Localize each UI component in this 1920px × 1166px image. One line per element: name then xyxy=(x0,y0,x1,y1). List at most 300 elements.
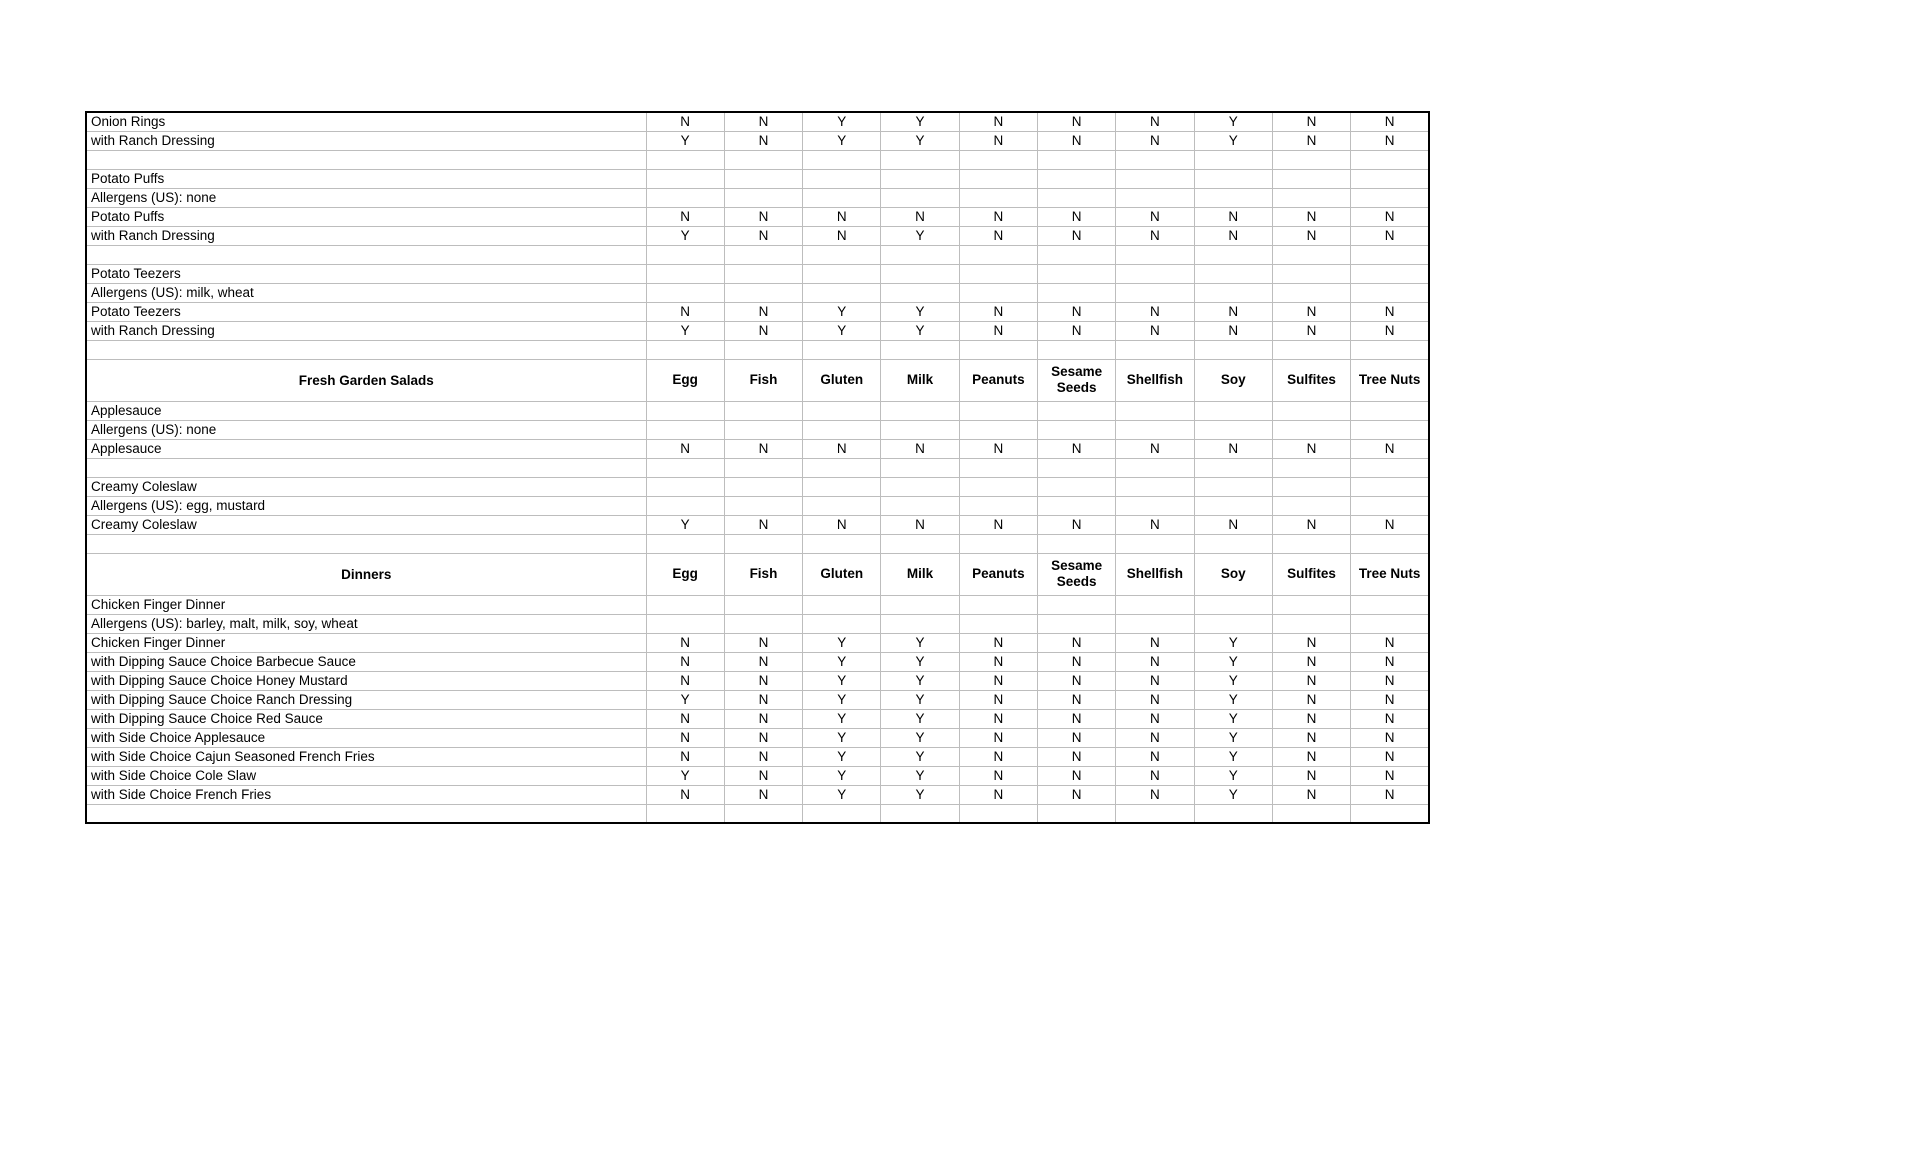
allergen-value-cell: N xyxy=(646,728,724,747)
allergen-value-cell: N xyxy=(646,207,724,226)
allergen-value-cell xyxy=(646,420,724,439)
item-label: Allergens (US): none xyxy=(86,188,646,207)
section-header-row xyxy=(86,359,1429,401)
allergen-value-cell: N xyxy=(1116,671,1194,690)
item-label: with Dipping Sauce Choice Red Sauce xyxy=(86,709,646,728)
allergen-value-cell: N xyxy=(959,671,1037,690)
allergen-value-cell: N xyxy=(1272,728,1350,747)
allergen-value-cell: N xyxy=(724,321,802,340)
item-label: with Dipping Sauce Choice Ranch Dressing xyxy=(86,690,646,709)
allergen-value-cell xyxy=(959,188,1037,207)
allergen-value-cell xyxy=(959,420,1037,439)
column-header: Gluten xyxy=(803,553,881,595)
allergen-value-cell: N xyxy=(1351,747,1429,766)
allergen-value-cell xyxy=(1351,169,1429,188)
allergen-value-cell: N xyxy=(646,671,724,690)
allergen-value-cell: N xyxy=(1116,709,1194,728)
allergen-value-cell: N xyxy=(1194,515,1272,534)
column-header: Tree Nuts xyxy=(1351,359,1429,401)
allergen-value-cell xyxy=(1116,614,1194,633)
allergen-value-cell xyxy=(724,340,802,359)
allergen-value-cell: Y xyxy=(881,112,959,131)
allergen-value-cell xyxy=(1116,458,1194,477)
allergen-value-cell xyxy=(646,150,724,169)
allergen-value-cell: N xyxy=(959,766,1037,785)
allergen-value-cell xyxy=(1351,283,1429,302)
allergen-value-cell xyxy=(959,169,1037,188)
column-header: Fish xyxy=(724,359,802,401)
blank-row xyxy=(86,245,1429,264)
allergen-value-cell xyxy=(724,534,802,553)
allergen-value-cell: N xyxy=(959,112,1037,131)
allergen-value-cell xyxy=(803,496,881,515)
allergen-value-cell: N xyxy=(1037,439,1115,458)
allergen-value-cell xyxy=(724,595,802,614)
allergen-value-cell: N xyxy=(646,709,724,728)
allergen-value-cell xyxy=(1116,169,1194,188)
allergen-value-cell xyxy=(1351,188,1429,207)
allergen-value-cell: N xyxy=(959,515,1037,534)
item-label: Allergens (US): egg, mustard xyxy=(86,496,646,515)
allergen-value-cell xyxy=(803,458,881,477)
allergen-value-cell: N xyxy=(803,207,881,226)
allergen-value-cell: N xyxy=(724,709,802,728)
allergen-value-cell xyxy=(1116,804,1194,823)
table-body xyxy=(86,112,1429,823)
allergen-value-cell xyxy=(959,477,1037,496)
allergen-value-cell: N xyxy=(1037,671,1115,690)
section-title: Dinners xyxy=(86,553,646,595)
item-label: with Side Choice Cajun Seasoned French Fries xyxy=(86,747,646,766)
allergen-value-cell: N xyxy=(959,728,1037,747)
allergen-value-cell xyxy=(646,614,724,633)
allergen-value-cell: N xyxy=(724,302,802,321)
allergen-value-cell xyxy=(1037,477,1115,496)
allergen-value-cell: N xyxy=(1272,207,1350,226)
allergen-value-cell: Y xyxy=(803,747,881,766)
item-label: Creamy Coleslaw xyxy=(86,477,646,496)
allergen-value-cell: Y xyxy=(646,131,724,150)
allergen-value-cell: N xyxy=(1272,633,1350,652)
allergen-value-cell xyxy=(881,169,959,188)
allergen-value-cell: Y xyxy=(1194,728,1272,747)
allergen-value-cell: N xyxy=(724,766,802,785)
allergen-value-cell xyxy=(1351,420,1429,439)
empty-cell xyxy=(86,150,646,169)
allergen-value-cell: Y xyxy=(1194,112,1272,131)
table-row xyxy=(86,747,1429,766)
allergen-value-cell xyxy=(803,340,881,359)
table-row xyxy=(86,766,1429,785)
allergen-value-cell: Y xyxy=(646,226,724,245)
allergen-value-cell xyxy=(646,534,724,553)
allergen-value-cell: N xyxy=(646,747,724,766)
table-row xyxy=(86,671,1429,690)
allergen-value-cell xyxy=(646,401,724,420)
table-row xyxy=(86,131,1429,150)
allergen-value-cell xyxy=(1116,188,1194,207)
column-header: Egg xyxy=(646,553,724,595)
allergen-value-cell xyxy=(1116,264,1194,283)
allergen-value-cell xyxy=(1272,477,1350,496)
allergen-value-cell xyxy=(959,614,1037,633)
allergen-value-cell: Y xyxy=(881,131,959,150)
allergen-value-cell xyxy=(881,496,959,515)
allergen-value-cell xyxy=(1351,614,1429,633)
allergen-value-cell: Y xyxy=(881,747,959,766)
allergen-value-cell xyxy=(959,401,1037,420)
item-label: with Dipping Sauce Choice Honey Mustard xyxy=(86,671,646,690)
allergen-value-cell: Y xyxy=(1194,690,1272,709)
allergen-value-cell: Y xyxy=(881,652,959,671)
allergen-value-cell: N xyxy=(1037,112,1115,131)
item-label: Applesauce xyxy=(86,401,646,420)
allergen-value-cell: N xyxy=(1116,766,1194,785)
allergen-value-cell xyxy=(959,283,1037,302)
allergen-value-cell: N xyxy=(1037,226,1115,245)
item-label: with Ranch Dressing xyxy=(86,321,646,340)
allergen-value-cell: Y xyxy=(803,671,881,690)
allergen-value-cell xyxy=(1116,420,1194,439)
allergen-value-cell xyxy=(1194,496,1272,515)
allergen-value-cell: N xyxy=(1272,302,1350,321)
allergen-value-cell xyxy=(724,496,802,515)
allergen-value-cell: N xyxy=(1116,633,1194,652)
allergen-value-cell: N xyxy=(959,709,1037,728)
allergen-value-cell: Y xyxy=(881,302,959,321)
allergen-value-cell xyxy=(724,401,802,420)
allergen-value-cell: N xyxy=(1272,515,1350,534)
allergen-value-cell: N xyxy=(1116,785,1194,804)
allergen-value-cell: N xyxy=(803,515,881,534)
allergen-value-cell xyxy=(724,169,802,188)
allergen-value-cell xyxy=(1194,614,1272,633)
allergen-value-cell xyxy=(1194,283,1272,302)
allergen-value-cell: N xyxy=(724,439,802,458)
allergen-value-cell: N xyxy=(724,747,802,766)
allergen-value-cell xyxy=(1037,401,1115,420)
allergen-value-cell: Y xyxy=(803,766,881,785)
allergen-value-cell: N xyxy=(646,112,724,131)
allergen-value-cell xyxy=(1351,804,1429,823)
allergen-value-cell xyxy=(803,150,881,169)
allergen-value-cell xyxy=(1272,401,1350,420)
allergen-value-cell xyxy=(803,245,881,264)
allergen-value-cell: N xyxy=(1116,321,1194,340)
column-header: Milk xyxy=(881,359,959,401)
allergen-value-cell: N xyxy=(1272,671,1350,690)
allergen-value-cell: N xyxy=(959,652,1037,671)
allergen-value-cell: Y xyxy=(803,633,881,652)
allergen-value-cell: Y xyxy=(803,321,881,340)
allergen-value-cell xyxy=(1194,458,1272,477)
allergen-value-cell: Y xyxy=(881,728,959,747)
table-row xyxy=(86,188,1429,207)
allergen-value-cell xyxy=(646,496,724,515)
allergen-value-cell xyxy=(1037,458,1115,477)
allergen-value-cell: N xyxy=(1194,439,1272,458)
allergen-value-cell xyxy=(724,264,802,283)
allergen-value-cell xyxy=(1194,264,1272,283)
item-label: Potato Puffs xyxy=(86,169,646,188)
allergen-value-cell: Y xyxy=(1194,747,1272,766)
allergen-value-cell xyxy=(1272,534,1350,553)
allergen-value-cell xyxy=(1037,496,1115,515)
allergen-value-cell xyxy=(1194,534,1272,553)
allergen-value-cell xyxy=(1351,150,1429,169)
allergen-value-cell: N xyxy=(1116,728,1194,747)
allergen-value-cell xyxy=(1037,150,1115,169)
allergen-value-cell xyxy=(1037,245,1115,264)
table-row xyxy=(86,785,1429,804)
allergen-value-cell xyxy=(881,188,959,207)
allergen-value-cell: N xyxy=(959,131,1037,150)
allergen-value-cell: N xyxy=(1351,709,1429,728)
allergen-value-cell xyxy=(1037,169,1115,188)
allergen-value-cell: N xyxy=(1272,131,1350,150)
allergen-value-cell xyxy=(1272,150,1350,169)
allergen-value-cell xyxy=(1037,340,1115,359)
allergen-value-cell: N xyxy=(1116,207,1194,226)
allergen-value-cell xyxy=(1037,804,1115,823)
allergen-value-cell: N xyxy=(646,633,724,652)
allergen-value-cell: N xyxy=(724,515,802,534)
allergen-value-cell: N xyxy=(724,690,802,709)
allergen-value-cell xyxy=(1272,283,1350,302)
allergen-value-cell xyxy=(1194,595,1272,614)
table-row xyxy=(86,283,1429,302)
empty-cell xyxy=(86,245,646,264)
blank-row xyxy=(86,458,1429,477)
section-title: Fresh Garden Salads xyxy=(86,359,646,401)
allergen-value-cell xyxy=(1351,477,1429,496)
allergen-value-cell: N xyxy=(959,633,1037,652)
allergen-value-cell: Y xyxy=(803,728,881,747)
allergen-value-cell: Y xyxy=(881,633,959,652)
column-header: Tree Nuts xyxy=(1351,553,1429,595)
allergen-value-cell: Y xyxy=(803,302,881,321)
table-row xyxy=(86,709,1429,728)
allergen-value-cell xyxy=(724,458,802,477)
allergen-value-cell: N xyxy=(1116,226,1194,245)
allergen-value-cell: Y xyxy=(881,766,959,785)
allergen-value-cell xyxy=(1037,595,1115,614)
allergen-value-cell: N xyxy=(1116,515,1194,534)
allergen-value-cell: Y xyxy=(803,785,881,804)
allergen-value-cell: N xyxy=(1272,652,1350,671)
allergen-value-cell: N xyxy=(881,515,959,534)
allergen-value-cell: N xyxy=(646,652,724,671)
allergen-value-cell xyxy=(1272,340,1350,359)
table-row xyxy=(86,728,1429,747)
table-row xyxy=(86,633,1429,652)
allergen-value-cell: N xyxy=(881,207,959,226)
allergen-value-cell: N xyxy=(1272,747,1350,766)
allergen-value-cell: N xyxy=(724,652,802,671)
allergen-value-cell xyxy=(646,188,724,207)
allergen-value-cell xyxy=(803,169,881,188)
allergen-value-cell: N xyxy=(1272,321,1350,340)
allergen-value-cell xyxy=(803,614,881,633)
allergen-value-cell xyxy=(1351,401,1429,420)
allergen-value-cell xyxy=(803,264,881,283)
allergen-value-cell xyxy=(1272,804,1350,823)
allergen-value-cell xyxy=(1272,614,1350,633)
allergen-value-cell: N xyxy=(1272,785,1350,804)
allergen-value-cell xyxy=(881,401,959,420)
allergen-value-cell xyxy=(646,245,724,264)
allergen-value-cell xyxy=(1037,614,1115,633)
allergen-value-cell: N xyxy=(1037,766,1115,785)
allergen-value-cell xyxy=(881,614,959,633)
allergen-value-cell: N xyxy=(1116,439,1194,458)
allergen-value-cell: N xyxy=(1037,633,1115,652)
allergen-value-cell: N xyxy=(1116,112,1194,131)
allergen-value-cell xyxy=(803,283,881,302)
column-header: Soy xyxy=(1194,359,1272,401)
allergen-value-cell: N xyxy=(1351,321,1429,340)
table-row xyxy=(86,439,1429,458)
allergen-value-cell xyxy=(724,614,802,633)
allergen-value-cell: N xyxy=(959,226,1037,245)
allergen-value-cell: N xyxy=(1272,226,1350,245)
allergen-value-cell: N xyxy=(1351,131,1429,150)
allergen-value-cell xyxy=(724,150,802,169)
allergen-value-cell xyxy=(1194,420,1272,439)
allergen-value-cell: N xyxy=(1272,709,1350,728)
column-header: Shellfish xyxy=(1116,553,1194,595)
allergen-value-cell xyxy=(959,534,1037,553)
allergen-value-cell: Y xyxy=(803,112,881,131)
allergen-value-cell xyxy=(1037,534,1115,553)
item-label: with Side Choice Applesauce xyxy=(86,728,646,747)
allergen-value-cell: N xyxy=(646,439,724,458)
allergen-value-cell xyxy=(881,534,959,553)
allergen-value-cell: N xyxy=(959,321,1037,340)
allergen-value-cell: Y xyxy=(881,226,959,245)
column-header: Egg xyxy=(646,359,724,401)
allergen-value-cell: N xyxy=(1116,747,1194,766)
column-header: Peanuts xyxy=(959,359,1037,401)
allergen-value-cell xyxy=(1351,245,1429,264)
allergen-value-cell: N xyxy=(724,633,802,652)
column-header: Sesame Seeds xyxy=(1037,553,1115,595)
allergen-value-cell xyxy=(646,169,724,188)
allergen-value-cell xyxy=(803,804,881,823)
allergen-value-cell xyxy=(881,477,959,496)
allergen-value-cell xyxy=(881,340,959,359)
allergen-value-cell: Y xyxy=(803,690,881,709)
item-label: Potato Teezers xyxy=(86,302,646,321)
item-label: with Side Choice French Fries xyxy=(86,785,646,804)
allergen-value-cell: N xyxy=(1351,766,1429,785)
allergen-value-cell: N xyxy=(646,785,724,804)
allergen-value-cell: N xyxy=(1037,747,1115,766)
allergen-value-cell: N xyxy=(1351,515,1429,534)
allergen-value-cell: N xyxy=(724,131,802,150)
allergen-value-cell xyxy=(881,245,959,264)
allergen-value-cell xyxy=(646,595,724,614)
allergen-value-cell: N xyxy=(1194,207,1272,226)
allergen-value-cell xyxy=(1194,150,1272,169)
allergen-value-cell xyxy=(959,264,1037,283)
allergen-value-cell xyxy=(1116,283,1194,302)
column-header: Peanuts xyxy=(959,553,1037,595)
allergen-value-cell xyxy=(1351,458,1429,477)
allergen-value-cell: N xyxy=(1037,709,1115,728)
item-label: Applesauce xyxy=(86,439,646,458)
allergen-value-cell: Y xyxy=(646,515,724,534)
table-row xyxy=(86,169,1429,188)
table-row xyxy=(86,264,1429,283)
allergen-value-cell xyxy=(1116,477,1194,496)
allergen-value-cell: Y xyxy=(881,671,959,690)
allergen-value-cell: N xyxy=(959,302,1037,321)
allergen-value-cell: N xyxy=(1351,226,1429,245)
allergen-value-cell: Y xyxy=(881,709,959,728)
allergen-value-cell xyxy=(1194,245,1272,264)
allergen-value-cell xyxy=(724,420,802,439)
allergen-value-cell xyxy=(959,150,1037,169)
allergen-value-cell: N xyxy=(1351,728,1429,747)
allergen-value-cell: N xyxy=(724,785,802,804)
table-row xyxy=(86,420,1429,439)
allergen-value-cell: N xyxy=(1272,690,1350,709)
allergen-value-cell xyxy=(959,458,1037,477)
allergen-value-cell xyxy=(959,595,1037,614)
allergen-value-cell: N xyxy=(1037,728,1115,747)
allergen-value-cell xyxy=(646,283,724,302)
allergen-value-cell xyxy=(881,150,959,169)
allergen-value-cell: Y xyxy=(803,131,881,150)
allergen-value-cell: N xyxy=(724,207,802,226)
allergen-value-cell: N xyxy=(881,439,959,458)
allergen-value-cell xyxy=(1194,340,1272,359)
allergen-value-cell: N xyxy=(1116,302,1194,321)
column-header: Shellfish xyxy=(1116,359,1194,401)
item-label: with Ranch Dressing xyxy=(86,131,646,150)
allergen-value-cell: N xyxy=(803,439,881,458)
allergen-value-cell xyxy=(1194,169,1272,188)
allergen-value-cell: N xyxy=(1116,131,1194,150)
allergen-value-cell: N xyxy=(1194,302,1272,321)
allergen-value-cell: N xyxy=(959,785,1037,804)
item-label: Creamy Coleslaw xyxy=(86,515,646,534)
allergen-value-cell xyxy=(646,458,724,477)
column-header: Soy xyxy=(1194,553,1272,595)
table-row xyxy=(86,112,1429,131)
allergen-value-cell xyxy=(803,595,881,614)
item-label: Allergens (US): milk, wheat xyxy=(86,283,646,302)
allergen-value-cell xyxy=(646,340,724,359)
allergen-value-cell xyxy=(803,188,881,207)
allergen-value-cell xyxy=(1351,595,1429,614)
allergen-value-cell xyxy=(724,477,802,496)
allergen-value-cell xyxy=(1351,496,1429,515)
allergen-value-cell: Y xyxy=(1194,785,1272,804)
allergen-value-cell xyxy=(1194,477,1272,496)
allergen-value-cell xyxy=(881,804,959,823)
allergen-value-cell: N xyxy=(724,226,802,245)
allergen-value-cell: N xyxy=(959,439,1037,458)
blank-row xyxy=(86,340,1429,359)
allergen-value-cell xyxy=(1194,401,1272,420)
column-header: Milk xyxy=(881,553,959,595)
allergen-value-cell xyxy=(724,188,802,207)
allergen-value-cell: Y xyxy=(1194,652,1272,671)
allergen-value-cell: N xyxy=(1037,515,1115,534)
allergen-value-cell: Y xyxy=(881,321,959,340)
